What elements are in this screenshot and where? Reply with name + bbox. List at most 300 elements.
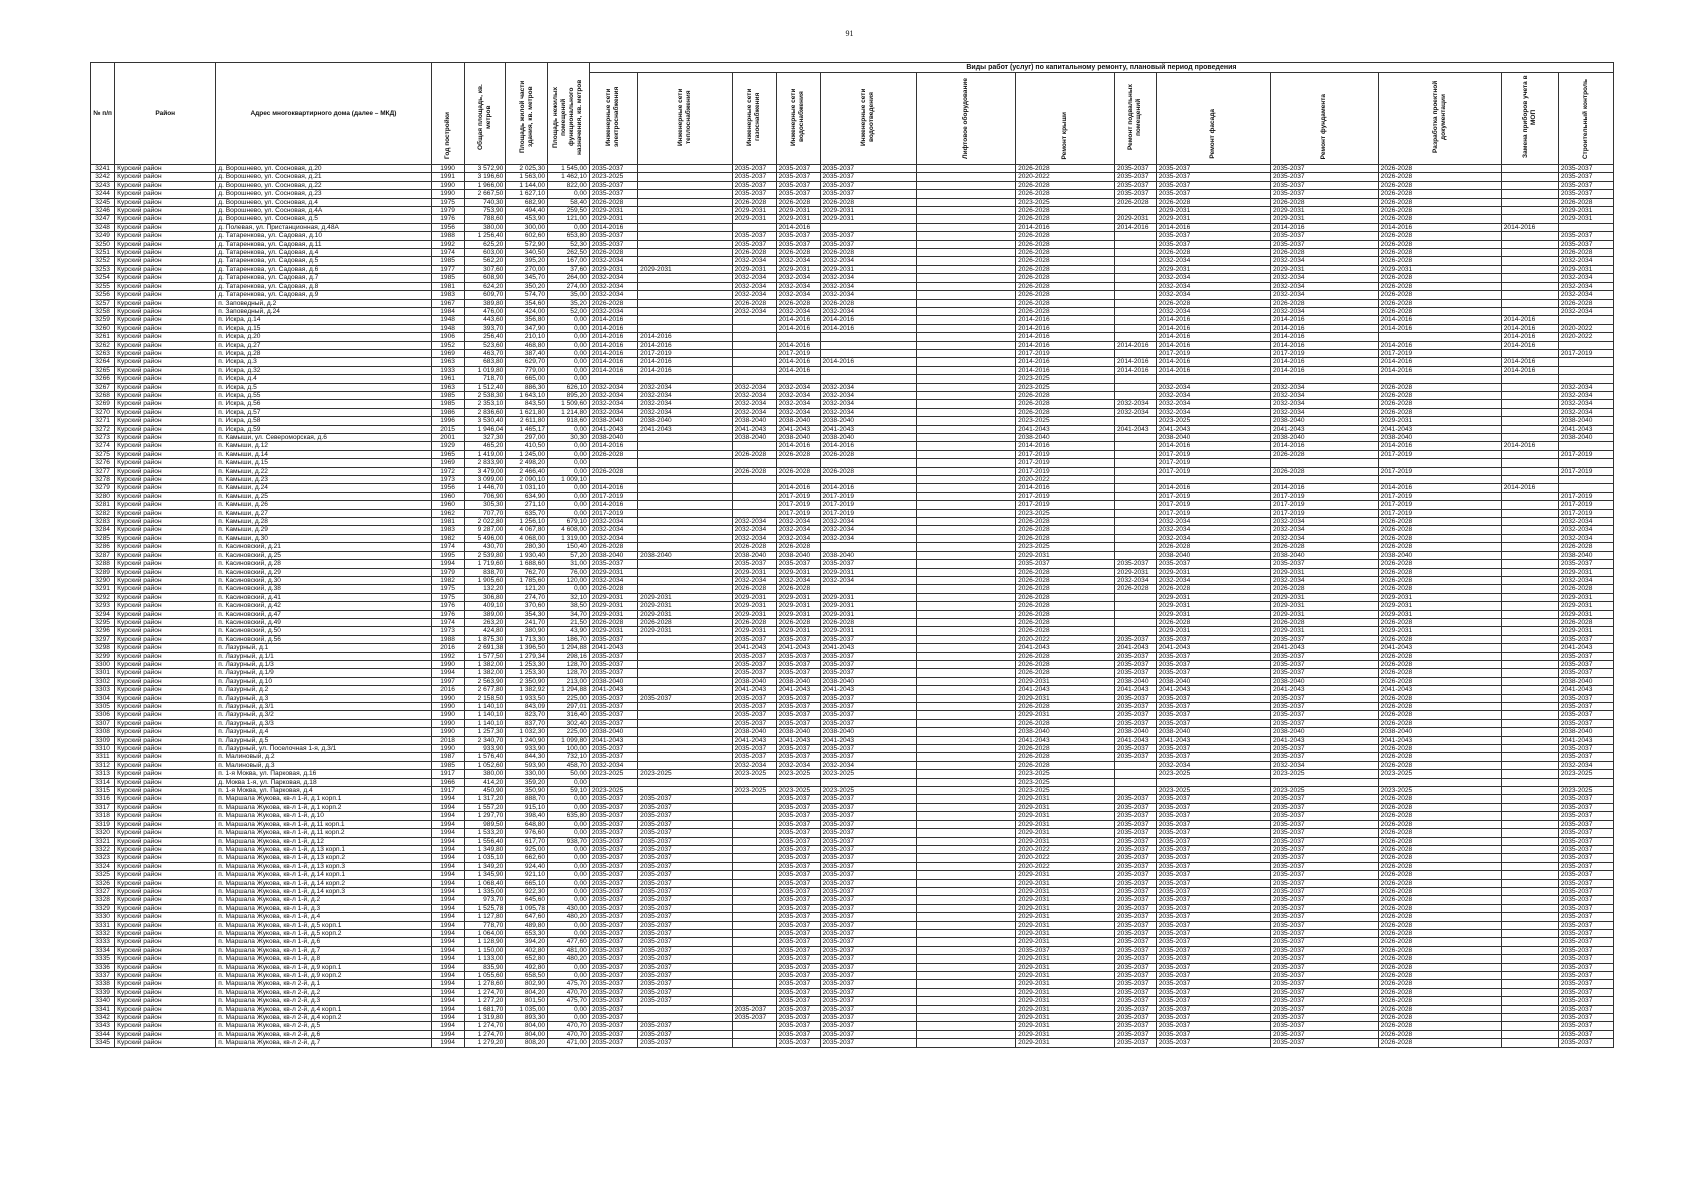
cell-work-period	[1501, 711, 1558, 719]
cell-work-period: 2026-2028	[1156, 618, 1270, 626]
cell-year: 1994	[431, 963, 464, 971]
cell-work-period: 2032-2034	[1558, 307, 1613, 315]
cell-num: 3294	[91, 610, 115, 618]
cell-work-period	[638, 257, 732, 265]
cell-work-period	[1501, 400, 1558, 408]
cell-year: 1994	[431, 946, 464, 954]
cell-work-period: 2035-2037	[1558, 812, 1613, 820]
page-number: 91	[845, 29, 854, 38]
cell-work-period: 2035-2037	[1558, 955, 1613, 963]
cell-work-period: 2035-2037	[1271, 862, 1379, 870]
cell-work-period: 2032-2034	[1271, 526, 1379, 534]
cell-work-period: 2041-2043	[1271, 425, 1379, 433]
cell-area-nonres: 475,70	[548, 980, 590, 988]
cell-work-period: 2026-2028	[1378, 181, 1501, 189]
cell-work-period: 2035-2037	[1558, 904, 1613, 912]
cell-work-period: 2038-2040	[776, 434, 820, 442]
cell-num: 3264	[91, 358, 115, 366]
cell-work-period: 2032-2034	[1156, 257, 1270, 265]
cell-area-total: 933,90	[464, 745, 506, 753]
cell-work-period	[820, 366, 917, 374]
cell-work-period: 2026-2028	[1378, 938, 1501, 946]
cell-work-period: 2029-2031	[820, 568, 917, 576]
cell-work-period	[1501, 635, 1558, 643]
cell-num: 3312	[91, 761, 115, 769]
header-works-group: Виды работ (услуг) по капитальному ремонту, плановый период проведения	[589, 63, 1613, 73]
cell-work-period: 2026-2028	[1378, 198, 1501, 206]
cell-district: Курский район	[115, 988, 216, 996]
cell-work-period	[917, 896, 1016, 904]
cell-work-period: 2035-2037	[820, 669, 917, 677]
cell-work-period: 2026-2028	[1378, 972, 1501, 980]
cell-work-period: 2026-2028	[1378, 896, 1501, 904]
cell-work-period: 2026-2028	[589, 618, 637, 626]
cell-work-period	[917, 509, 1016, 517]
table-row	[91, 610, 1614, 618]
cell-num: 3256	[91, 291, 115, 299]
cell-district: Курский район	[115, 753, 216, 761]
cell-area-nonres: 31,00	[548, 560, 590, 568]
cell-work-period: 2035-2037	[1156, 1014, 1270, 1022]
cell-year: 1948	[431, 324, 464, 332]
cell-work-period: 2014-2016	[589, 349, 637, 357]
cell-work-period: 2029-2031	[820, 207, 917, 215]
cell-work-period: 2032-2034	[820, 400, 917, 408]
cell-district: Курский район	[115, 602, 216, 610]
table-row	[91, 232, 1614, 240]
table-row	[91, 341, 1614, 349]
cell-num: 3257	[91, 299, 115, 307]
cell-num: 3245	[91, 198, 115, 206]
cell-work-period	[917, 929, 1016, 937]
cell-area-nonres: 4 608,00	[548, 526, 590, 534]
table-row	[91, 568, 1614, 576]
cell-work-period: 2032-2034	[1114, 408, 1156, 416]
cell-work-period: 2029-2031	[1271, 568, 1379, 576]
cell-work-period: 2035-2037	[820, 887, 917, 895]
cell-work-period: 2029-2031	[1378, 593, 1501, 601]
cell-work-period	[776, 375, 820, 383]
cell-work-period	[1114, 442, 1156, 450]
cell-work-period: 2032-2034	[638, 408, 732, 416]
table-row	[91, 585, 1614, 593]
cell-work-period: 2035-2037	[820, 988, 917, 996]
cell-area-nonres: 0,00	[548, 795, 590, 803]
cell-work-period: 2029-2031	[1378, 265, 1501, 273]
cell-work-period: 2023-2025	[589, 787, 637, 795]
cell-work-period: 2014-2016	[638, 333, 732, 341]
cell-work-period: 2038-2040	[1271, 728, 1379, 736]
cell-area-total: 788,60	[464, 215, 506, 223]
cell-work-period: 2026-2028	[732, 299, 776, 307]
cell-work-period	[1271, 375, 1379, 383]
cell-work-period: 2026-2028	[1016, 265, 1115, 273]
cell-work-period: 2035-2037	[589, 1030, 637, 1038]
cell-work-period: 2035-2037	[638, 955, 732, 963]
header-work-4: Инженерные сети водоотведения	[820, 73, 917, 165]
cell-area-living: 347,90	[506, 324, 548, 332]
cell-area-living: 804,00	[506, 1030, 548, 1038]
cell-work-period: 2035-2037	[1558, 703, 1613, 711]
cell-district: Курский район	[115, 425, 216, 433]
cell-area-nonres: 0,00	[548, 366, 590, 374]
cell-work-period	[1501, 652, 1558, 660]
cell-work-period	[1501, 694, 1558, 702]
cell-work-period: 2032-2034	[820, 274, 917, 282]
cell-work-period: 2029-2031	[732, 265, 776, 273]
cell-work-period: 2017-2019	[1558, 492, 1613, 500]
cell-district: Курский район	[115, 829, 216, 837]
cell-district: Курский район	[115, 568, 216, 576]
cell-work-period: 2035-2037	[1114, 1039, 1156, 1047]
cell-num: 3272	[91, 425, 115, 433]
cell-work-period: 2017-2019	[1016, 501, 1115, 509]
cell-work-period: 2035-2037	[776, 854, 820, 862]
cell-work-period: 2014-2016	[1501, 324, 1558, 332]
cell-work-period	[1501, 282, 1558, 290]
cell-work-period: 2035-2037	[1558, 913, 1613, 921]
cell-work-period: 2026-2028	[1156, 249, 1270, 257]
cell-area-living: 658,50	[506, 972, 548, 980]
cell-district: Курский район	[115, 249, 216, 257]
cell-work-period	[1501, 988, 1558, 996]
cell-area-total: 1 127,80	[464, 913, 506, 921]
cell-area-nonres: 470,70	[548, 1022, 590, 1030]
cell-work-period: 2026-2028	[1016, 660, 1115, 668]
cell-work-period: 2014-2016	[1156, 484, 1270, 492]
cell-work-period: 2026-2028	[1271, 585, 1379, 593]
cell-work-period	[820, 223, 917, 231]
cell-work-period: 2035-2037	[1156, 812, 1270, 820]
cell-work-period: 2014-2016	[589, 333, 637, 341]
cell-work-period: 2026-2028	[1271, 198, 1379, 206]
cell-area-total: 1 140,10	[464, 711, 506, 719]
cell-work-period	[638, 459, 732, 467]
cell-work-period: 2041-2043	[1156, 425, 1270, 433]
table-row	[91, 165, 1614, 173]
cell-work-period: 2026-2028	[1156, 585, 1270, 593]
cell-num: 3273	[91, 434, 115, 442]
cell-work-period: 2017-2019	[1271, 349, 1379, 357]
cell-work-period: 2032-2034	[1156, 400, 1270, 408]
cell-work-period: 2026-2028	[1016, 291, 1115, 299]
cell-district: Курский район	[115, 938, 216, 946]
cell-work-period: 2026-2028	[1558, 543, 1613, 551]
cell-work-period	[1501, 375, 1558, 383]
cell-area-nonres: 297,01	[548, 703, 590, 711]
cell-work-period: 2035-2037	[589, 913, 637, 921]
cell-work-period: 2041-2043	[732, 425, 776, 433]
cell-work-period: 2035-2037	[638, 862, 732, 870]
cell-address: п. Малиновый, д.2	[216, 753, 431, 761]
cell-work-period	[776, 476, 820, 484]
cell-work-period: 2032-2034	[589, 257, 637, 265]
cell-work-period	[917, 820, 1016, 828]
cell-area-total: 1 256,40	[464, 232, 506, 240]
cell-work-period	[917, 492, 1016, 500]
cell-address: п. Камыши, д.27	[216, 509, 431, 517]
cell-work-period: 2026-2028	[1378, 719, 1501, 727]
cell-work-period: 2014-2016	[1271, 341, 1379, 349]
cell-area-living: 1 253,30	[506, 660, 548, 668]
cell-district: Курский район	[115, 173, 216, 181]
cell-work-period: 2026-2028	[1378, 837, 1501, 845]
cell-year: 1975	[431, 198, 464, 206]
cell-work-period	[732, 501, 776, 509]
table-row	[91, 501, 1614, 509]
cell-work-period: 2026-2028	[1378, 921, 1501, 929]
cell-area-living: 380,90	[506, 627, 548, 635]
cell-area-total: 389,00	[464, 610, 506, 618]
cell-work-period: 2035-2037	[589, 963, 637, 971]
cell-num: 3306	[91, 711, 115, 719]
cell-area-total: 476,00	[464, 307, 506, 315]
cell-work-period: 2038-2040	[732, 551, 776, 559]
cell-work-period: 2035-2037	[820, 719, 917, 727]
cell-work-period: 2026-2028	[1378, 963, 1501, 971]
cell-district: Курский район	[115, 375, 216, 383]
cell-work-period: 2035-2037	[589, 904, 637, 912]
cell-district: Курский район	[115, 627, 216, 635]
cell-area-living: 572,90	[506, 240, 548, 248]
cell-district: Курский район	[115, 913, 216, 921]
cell-address: д. Ворошнево, ул. Сосновая, д.4	[216, 198, 431, 206]
cell-work-period: 2035-2037	[1156, 660, 1270, 668]
cell-work-period	[1558, 476, 1613, 484]
cell-area-total: 9 287,00	[464, 526, 506, 534]
cell-work-period: 2032-2034	[1271, 391, 1379, 399]
cell-work-period: 2029-2031	[589, 568, 637, 576]
cell-area-nonres: 1 545,00	[548, 165, 590, 173]
cell-num: 3307	[91, 719, 115, 727]
cell-work-period: 2029-2031	[1156, 215, 1270, 223]
cell-work-period: 2035-2037	[638, 694, 732, 702]
cell-work-period: 2032-2034	[776, 761, 820, 769]
cell-work-period	[1114, 476, 1156, 484]
cell-work-period	[1558, 375, 1613, 383]
cell-work-period: 2032-2034	[820, 761, 917, 769]
cell-work-period	[1501, 543, 1558, 551]
cell-work-period: 2035-2037	[1156, 887, 1270, 895]
cell-work-period: 2029-2031	[776, 207, 820, 215]
cell-work-period: 2023-2025	[1016, 770, 1115, 778]
cell-area-living: 1 253,30	[506, 669, 548, 677]
cell-work-period: 2017-2019	[1378, 492, 1501, 500]
cell-work-period	[732, 854, 776, 862]
cell-area-nonres: 1 294,88	[548, 686, 590, 694]
cell-work-period: 2038-2040	[820, 677, 917, 685]
cell-work-period: 2029-2031	[1558, 215, 1613, 223]
cell-district: Курский район	[115, 585, 216, 593]
cell-year: 1976	[431, 215, 464, 223]
cell-work-period: 2035-2037	[820, 896, 917, 904]
cell-work-period: 2029-2031	[1016, 837, 1115, 845]
cell-work-period: 2026-2028	[1016, 719, 1115, 727]
cell-work-period: 2023-2025	[1016, 383, 1115, 391]
cell-year: 1994	[431, 560, 464, 568]
cell-work-period: 2035-2037	[1114, 896, 1156, 904]
cell-area-nonres: 0,00	[548, 467, 590, 475]
cell-work-period: 2038-2040	[1016, 434, 1115, 442]
cell-work-period: 2026-2028	[776, 543, 820, 551]
cell-work-period: 2035-2037	[776, 879, 820, 887]
table-row	[91, 324, 1614, 332]
cell-work-period	[638, 660, 732, 668]
cell-work-period: 2014-2016	[1378, 366, 1501, 374]
cell-work-period	[732, 929, 776, 937]
cell-address: п. Касиновский, д.38	[216, 585, 431, 593]
cell-work-period: 2017-2019	[1558, 467, 1613, 475]
table-row	[91, 644, 1614, 652]
cell-work-period	[917, 686, 1016, 694]
cell-work-period	[1501, 181, 1558, 189]
cell-work-period: 2029-2031	[638, 602, 732, 610]
cell-area-living: 1 396,50	[506, 644, 548, 652]
cell-district: Курский район	[115, 660, 216, 668]
cell-work-period: 2035-2037	[776, 1014, 820, 1022]
cell-work-period: 2032-2034	[776, 282, 820, 290]
table-row	[91, 442, 1614, 450]
cell-work-period: 2041-2043	[589, 644, 637, 652]
cell-district: Курский район	[115, 450, 216, 458]
cell-work-period: 2026-2028	[820, 450, 917, 458]
cell-work-period: 2026-2028	[1378, 803, 1501, 811]
cell-work-period: 2032-2034	[732, 526, 776, 534]
cell-work-period	[732, 871, 776, 879]
cell-work-period: 2026-2028	[1378, 618, 1501, 626]
cell-num: 3341	[91, 1005, 115, 1013]
cell-address: п. Лазурный, д.1/3	[216, 660, 431, 668]
cell-work-period	[1501, 299, 1558, 307]
cell-work-period: 2041-2043	[589, 425, 637, 433]
cell-address: п. Лазурный, д.1/1	[216, 652, 431, 660]
cell-year: 1982	[431, 534, 464, 542]
cell-num: 3345	[91, 1039, 115, 1047]
cell-area-living: 1 465,17	[506, 425, 548, 433]
cell-year: 1986	[431, 408, 464, 416]
cell-work-period: 2035-2037	[1271, 997, 1379, 1005]
cell-district: Курский район	[115, 459, 216, 467]
cell-area-living: 300,00	[506, 223, 548, 231]
cell-area-nonres: 481,00	[548, 946, 590, 954]
cell-work-period	[917, 770, 1016, 778]
cell-district: Курский район	[115, 997, 216, 1005]
cell-area-living: 645,60	[506, 896, 548, 904]
cell-work-period	[1114, 761, 1156, 769]
cell-work-period: 2014-2016	[776, 358, 820, 366]
cell-work-period: 2029-2031	[776, 215, 820, 223]
table-row	[91, 223, 1614, 231]
cell-work-period	[1558, 459, 1613, 467]
cell-work-period: 2014-2016	[1271, 484, 1379, 492]
cell-work-period: 2035-2037	[1156, 745, 1270, 753]
cell-work-period: 2017-2019	[1558, 450, 1613, 458]
cell-work-period: 2026-2028	[589, 249, 637, 257]
cell-work-period: 2029-2031	[1016, 1005, 1115, 1013]
cell-area-total: 624,20	[464, 282, 506, 290]
header-work-3: Инженерные сети водоснабжения	[776, 73, 820, 165]
cell-work-period: 2014-2016	[1501, 316, 1558, 324]
cell-area-living: 270,00	[506, 265, 548, 273]
cell-area-living: 394,20	[506, 938, 548, 946]
cell-work-period: 2026-2028	[1378, 845, 1501, 853]
cell-work-period	[1378, 375, 1501, 383]
cell-work-period	[1114, 265, 1156, 273]
cell-work-period: 2032-2034	[589, 400, 637, 408]
cell-work-period: 2035-2037	[820, 946, 917, 954]
cell-work-period: 2035-2037	[1271, 879, 1379, 887]
cell-work-period: 2026-2028	[1271, 450, 1379, 458]
cell-work-period	[820, 585, 917, 593]
cell-work-period	[638, 677, 732, 685]
cell-year: 1994	[431, 1014, 464, 1022]
cell-area-nonres: 128,70	[548, 660, 590, 668]
cell-work-period	[1114, 307, 1156, 315]
cell-area-living: 925,00	[506, 845, 548, 853]
cell-year: 1994	[431, 913, 464, 921]
cell-work-period	[1501, 585, 1558, 593]
cell-work-period: 2035-2037	[820, 745, 917, 753]
cell-work-period: 2035-2037	[638, 812, 732, 820]
cell-work-period: 2026-2028	[1378, 829, 1501, 837]
cell-work-period	[638, 484, 732, 492]
cell-work-period	[732, 492, 776, 500]
table-row	[91, 736, 1614, 744]
cell-address: п. Маршала Жукова, кв-л 1-й, д.6	[216, 938, 431, 946]
cell-work-period: 2035-2037	[820, 1039, 917, 1047]
cell-area-nonres: 0,00	[548, 845, 590, 853]
cell-year: 1994	[431, 795, 464, 803]
cell-area-total: 1 533,20	[464, 829, 506, 837]
cell-num: 3291	[91, 585, 115, 593]
table-row	[91, 770, 1614, 778]
cell-work-period: 2017-2019	[1156, 492, 1270, 500]
cell-work-period	[1114, 534, 1156, 542]
cell-work-period: 2038-2040	[820, 417, 917, 425]
cell-work-period: 2035-2037	[1271, 955, 1379, 963]
capital-repair-table-wrapper	[90, 62, 1614, 1048]
cell-area-living: 1 031,10	[506, 484, 548, 492]
cell-area-nonres: 121,00	[548, 215, 590, 223]
cell-area-nonres: 626,10	[548, 383, 590, 391]
cell-work-period: 2035-2037	[1558, 803, 1613, 811]
cell-work-period	[917, 635, 1016, 643]
cell-area-total: 465,20	[464, 442, 506, 450]
cell-area-living: 924,40	[506, 862, 548, 870]
cell-work-period	[917, 333, 1016, 341]
cell-work-period: 2035-2037	[776, 165, 820, 173]
cell-work-period: 2026-2028	[1378, 215, 1501, 223]
cell-work-period: 2038-2040	[1378, 551, 1501, 559]
cell-area-nonres: 732,10	[548, 753, 590, 761]
cell-work-period: 2032-2034	[776, 391, 820, 399]
cell-work-period: 2032-2034	[1271, 408, 1379, 416]
cell-work-period: 2035-2037	[776, 753, 820, 761]
cell-work-period: 2032-2034	[1558, 274, 1613, 282]
cell-work-period: 2035-2037	[589, 837, 637, 845]
cell-year: 1962	[431, 509, 464, 517]
cell-work-period: 2014-2016	[1016, 341, 1115, 349]
cell-area-total: 1 349,20	[464, 862, 506, 870]
table-row	[91, 173, 1614, 181]
table-row	[91, 778, 1614, 786]
cell-work-period	[638, 307, 732, 315]
cell-work-period: 2032-2034	[820, 291, 917, 299]
cell-work-period	[1501, 845, 1558, 853]
cell-area-living: 682,90	[506, 198, 548, 206]
cell-area-living: 345,70	[506, 274, 548, 282]
cell-work-period	[776, 778, 820, 786]
